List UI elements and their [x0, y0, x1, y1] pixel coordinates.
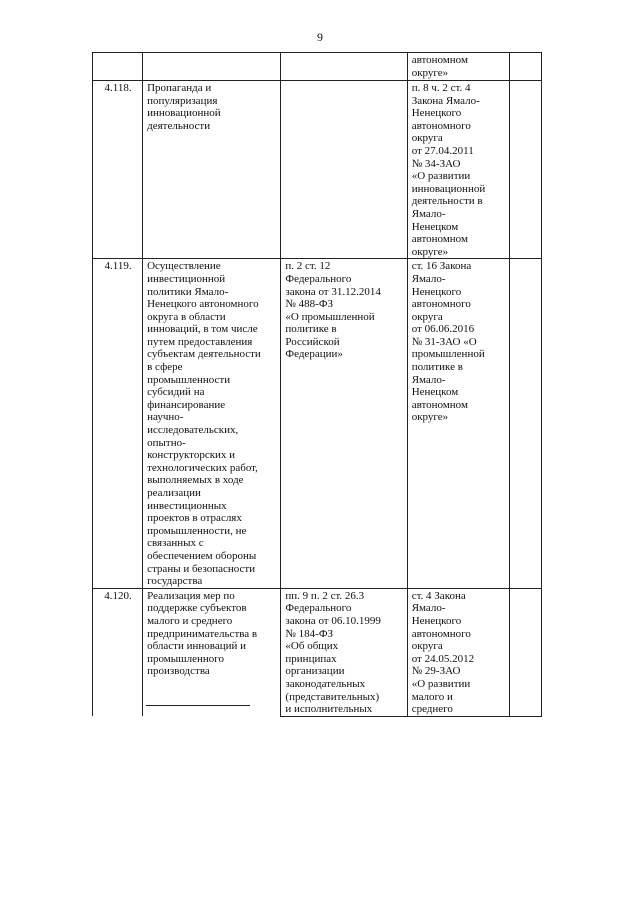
row-number-cell: 4.119.	[93, 259, 143, 588]
federal-law-cell: пп. 9 п. 2 ст. 26.3 Федерального закона от 06.10.1999 № 184-ФЗ «Об общих принципах организации законодательных (представительных) и исполнительных	[281, 588, 407, 716]
federal-law-cell	[281, 53, 407, 81]
table-row	[93, 588, 542, 716]
extra-cell	[509, 53, 541, 81]
page-number: 9	[317, 30, 323, 44]
federal-law-cell	[281, 81, 407, 259]
row-number-cell: 4.120.	[93, 588, 143, 716]
regional-law-cell: автономном округе»	[407, 53, 509, 81]
extra-cell	[509, 588, 541, 716]
powers-table	[92, 52, 542, 717]
row-number-cell	[93, 53, 143, 81]
regional-law-cell: п. 8 ч. 2 ст. 4 Закона Ямало- Ненецкого автономного округа от 27.04.2011 № 34-ЗАО «О развитии инновационной деятельности в Ямало- Ненецком автономном округе»	[407, 81, 509, 259]
table-row	[93, 81, 542, 259]
power-name-cell: Осуществление инвестиционной политики Ямало- Ненецкого автономного округа в области инноваций, в том числе путем предоставления субъектам деятельности в сфере промышленности субсидий на финансирование научно- исследовательских, опытно- конструкторских и технологических работ, выполняемых в ходе реализации инвестиционных проектов в отраслях промышленности, не связанных с обеспечением обороны страны и безопасности государства	[143, 259, 281, 588]
extra-cell	[509, 81, 541, 259]
table-row	[93, 53, 542, 81]
regional-law-cell: ст. 16 Закона Ямало- Ненецкого автономного округа от 06.06.2016 № 31-ЗАО «О промышленной политике в Ямало- Ненецком автономном округе»	[407, 259, 509, 588]
table-row	[93, 259, 542, 588]
power-name-cell: Пропаганда и популяризация инновационной деятельности	[143, 81, 281, 259]
bottom-rule	[146, 705, 250, 706]
extra-cell	[509, 259, 541, 588]
row-number-cell: 4.118.	[93, 81, 143, 259]
power-name-cell	[143, 53, 281, 81]
power-name-cell: Реализация мер по поддержке субъектов малого и среднего предпринимательства в области инноваций и промышленного производства	[143, 588, 281, 716]
federal-law-cell: п. 2 ст. 12 Федерального закона от 31.12.2014 № 488-ФЗ «О промышленной политике в Российской Федерации»	[281, 259, 407, 588]
regional-law-cell: ст. 4 Закона Ямало- Ненецкого автономного округа от 24.05.2012 № 29-ЗАО «О развитии малого и среднего	[407, 588, 509, 716]
